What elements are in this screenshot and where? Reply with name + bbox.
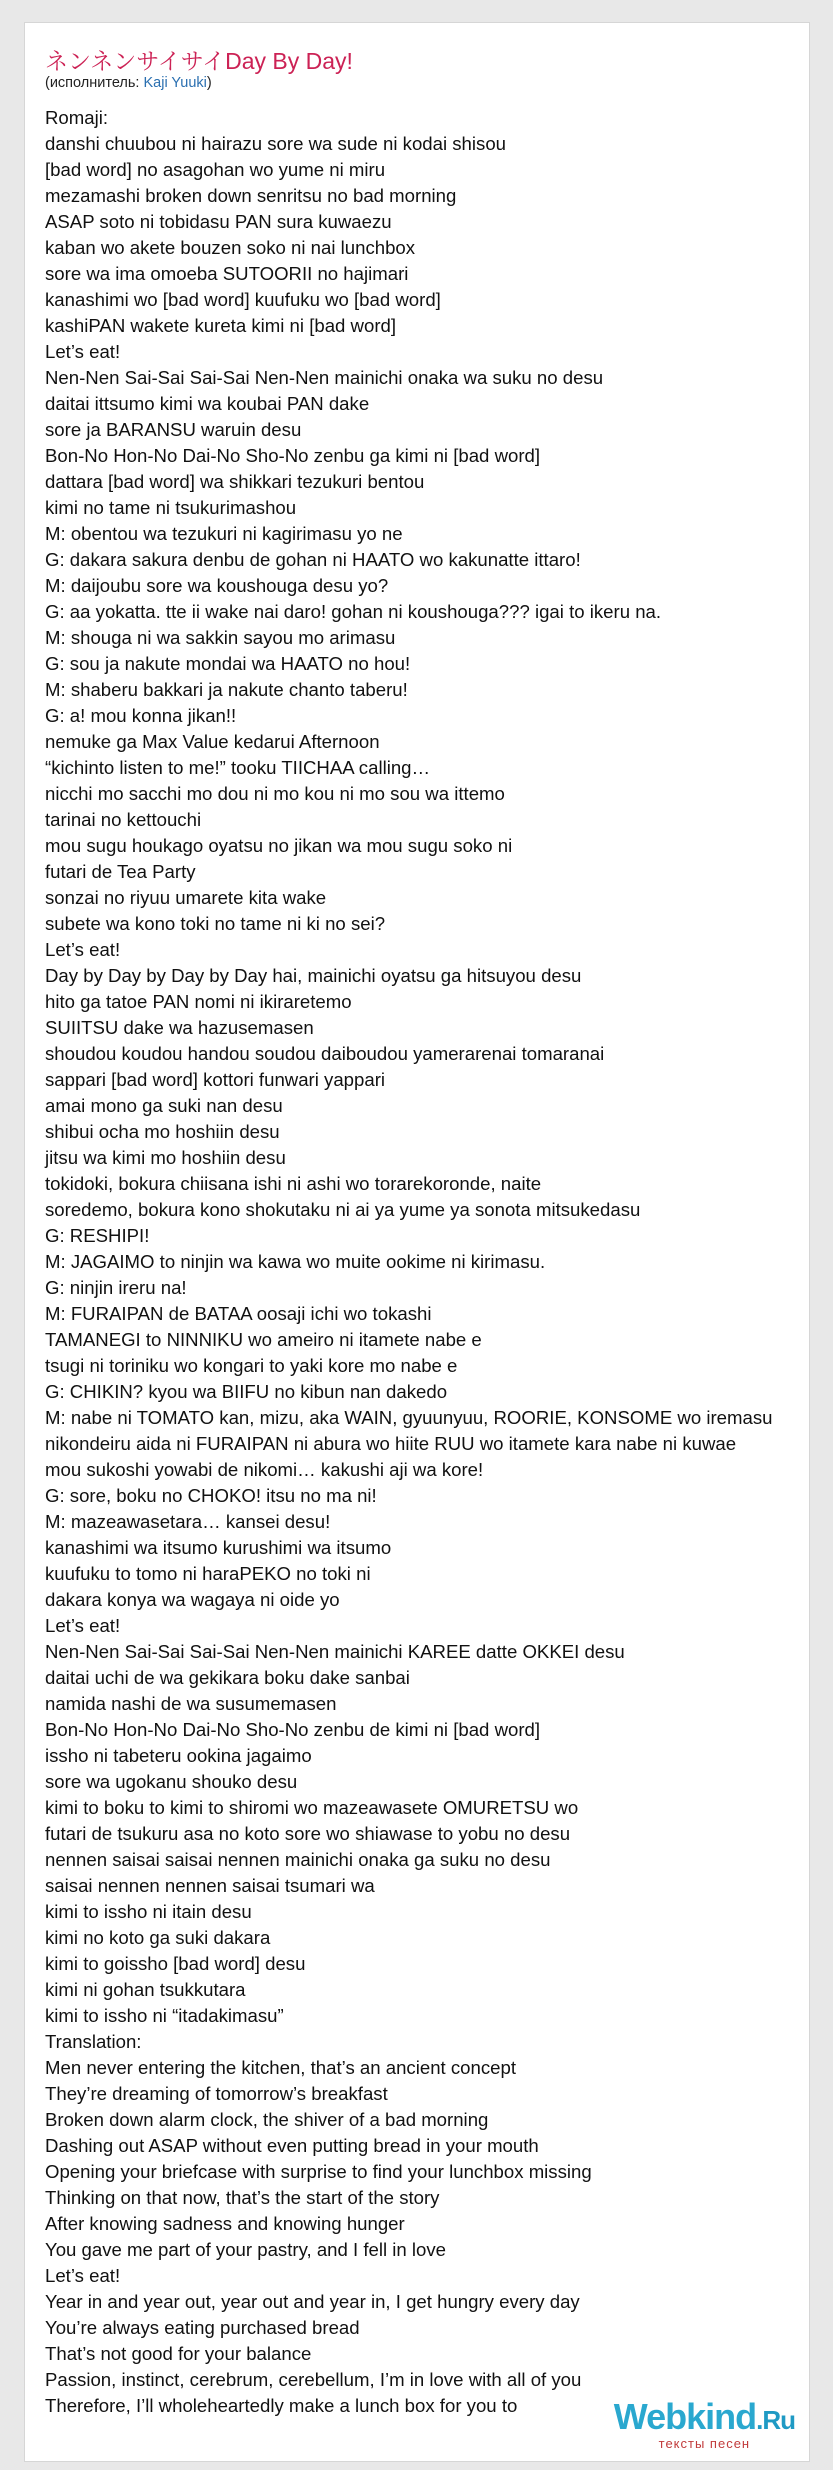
lyric-line: Broken down alarm clock, the shiver of a bad morning — [45, 2109, 489, 2130]
lyric-line: kaban wo akete bouzen soko ni nai lunchbox — [45, 237, 416, 258]
lyric-line: kimi to boku to kimi to shiromi wo mazeawasete OMURETSU wo — [45, 1797, 579, 1818]
lyric-line: futari de Tea Party — [45, 861, 196, 882]
lyric-line: Bon-No Hon-No Dai-No Sho-No zenbu de kimi ni [bad word] — [45, 1719, 541, 1740]
lyric-line: M: obentou wa tezukuri ni kagirimasu yo ne — [45, 523, 403, 544]
lyric-line: kimi no koto ga suki dakara — [45, 1927, 271, 1948]
lyric-line: G: sore, boku no CHOKO! itsu no ma ni! — [45, 1485, 377, 1506]
lyric-line: Romaji: — [45, 107, 109, 128]
lyric-line: “kichinto listen to me!” tooku TIICHAA calling… — [45, 757, 431, 778]
logo-suffix: .Ru — [756, 2405, 795, 2435]
lyric-line: kimi no tame ni tsukurimashou — [45, 497, 297, 518]
logo-subtitle: тексты песен — [658, 2436, 751, 2451]
lyric-line: nikondeiru aida ni FURAIPAN ni abura wo hiite RUU wo itamete kara nabe ni kuwae — [45, 1433, 737, 1454]
lyric-line: SUIITSU dake wa hazusemasen — [45, 1017, 314, 1038]
lyric-line: M: JAGAIMO to ninjin wa kawa wo muite ookime ni kirimasu. — [45, 1251, 546, 1272]
lyric-line: Passion, instinct, cerebrum, cerebellum, I’m in love with all of you — [45, 2369, 582, 2390]
artist-link[interactable]: Kaji Yuuki — [143, 75, 207, 91]
lyric-line: tarinai no kettouchi — [45, 809, 202, 830]
lyric-line: nemuke ga Max Value kedarui Afternoon — [45, 731, 380, 752]
lyric-line: shibui ocha mo hoshiin desu — [45, 1121, 280, 1142]
lyric-line: sore wa ugokanu shouko desu — [45, 1771, 298, 1792]
lyric-line: You gave me part of your pastry, and I fell in love — [45, 2239, 447, 2260]
lyrics-body — [45, 105, 772, 2419]
lyric-line: G: RESHIPI! — [45, 1225, 150, 1246]
lyric-line: Therefore, I’ll wholeheartedly make a lunch box for you to — [45, 2395, 518, 2416]
lyric-line: G: ninjin ireru na! — [45, 1277, 187, 1298]
lyric-line: Let’s eat! — [45, 341, 121, 362]
lyric-line: You’re always eating purchased bread — [45, 2317, 360, 2338]
lyric-line: issho ni tabeteru ookina jagaimo — [45, 1745, 312, 1766]
lyric-line: Men never entering the kitchen, that’s an ancient concept — [45, 2057, 516, 2078]
lyric-line: dattara [bad word] wa shikkari tezukuri bentou — [45, 471, 425, 492]
lyric-line: Dashing out ASAP without even putting bread in your mouth — [45, 2135, 539, 2156]
lyric-line: Year in and year out, year out and year in, I get hungry every day — [45, 2291, 580, 2312]
lyric-line: [bad word] no asagohan wo yume ni miru — [45, 159, 386, 180]
lyric-line: dakara konya wa wagaya ni oide yo — [45, 1589, 340, 1610]
lyric-line: shoudou koudou handou soudou daiboudou yamerarenai tomaranai — [45, 1043, 605, 1064]
lyric-line: tokidoki, bokura chiisana ishi ni ashi wo torarekoronde, naite — [45, 1173, 542, 1194]
lyric-line: Thinking on that now, that’s the start of the story — [45, 2187, 440, 2208]
lyric-line: daitai ittsumo kimi wa koubai PAN dake — [45, 393, 370, 414]
lyric-line: G: dakara sakura denbu de gohan ni HAATO wo kakunatte ittaro! — [45, 549, 581, 570]
lyric-line: kashiPAN wakete kureta kimi ni [bad word] — [45, 315, 397, 336]
lyric-line: daitai uchi de wa gekikara boku dake sanbai — [45, 1667, 410, 1688]
lyric-line: M: shouga ni wa sakkin sayou mo arimasu — [45, 627, 396, 648]
lyric-line: G: a! mou konna jikan!! — [45, 705, 237, 726]
site-logo[interactable] — [613, 2396, 795, 2451]
lyric-line: Nen-Nen Sai-Sai Sai-Sai Nen-Nen mainichi KAREE datte OKKEI desu — [45, 1641, 625, 1662]
lyric-line: kimi to goissho [bad word] desu — [45, 1953, 306, 1974]
lyric-line: Translation: — [45, 2031, 142, 2052]
lyric-line: Let’s eat! — [45, 1615, 121, 1636]
lyric-line: saisai nennen nennen saisai tsumari wa — [45, 1875, 375, 1896]
logo-wordmark — [613, 2396, 795, 2438]
lyric-line: After knowing sadness and knowing hunger — [45, 2213, 405, 2234]
lyric-line: M: mazeawasetara… kansei desu! — [45, 1511, 331, 1532]
lyric-line: hito ga tatoe PAN nomi ni ikiraretemo — [45, 991, 352, 1012]
lyric-line: M: nabe ni TOMATO kan, mizu, aka WAIN, gyuunyuu, ROORIE, KONSOME wo iremasu — [45, 1407, 773, 1428]
lyric-line: jitsu wa kimi mo hoshiin desu — [45, 1147, 286, 1168]
lyric-line: Nen-Nen Sai-Sai Sai-Sai Nen-Nen mainichi onaka wa suku no desu — [45, 367, 604, 388]
lyric-line: G: CHIKIN? kyou wa BIIFU no kibun nan dakedo — [45, 1381, 448, 1402]
lyric-line: sonzai no riyuu umarete kita wake — [45, 887, 327, 908]
lyric-line: G: sou ja nakute mondai wa HAATO no hou! — [45, 653, 411, 674]
lyric-line: M: daijoubu sore wa koushouga desu yo? — [45, 575, 389, 596]
lyric-line: kimi to issho ni “itadakimasu” — [45, 2005, 284, 2026]
lyric-line: kimi to issho ni itain desu — [45, 1901, 252, 1922]
lyrics-card — [24, 22, 810, 2462]
artist-prefix: (исполнитель: — [45, 75, 144, 91]
lyric-line: nennen saisai saisai nennen mainichi onaka ga suku no desu — [45, 1849, 551, 1870]
lyric-line: Day by Day by Day by Day hai, mainichi oyatsu ga hitsuyou desu — [45, 965, 582, 986]
lyric-line: futari de tsukuru asa no koto sore wo shiawase to yobu no desu — [45, 1823, 571, 1844]
lyric-line: Let’s eat! — [45, 939, 121, 960]
lyric-line: TAMANEGI to NINNIKU wo ameiro ni itamete nabe e — [45, 1329, 482, 1350]
lyric-line: Opening your briefcase with surprise to find your lunchbox missing — [45, 2161, 592, 2182]
lyric-line: M: shaberu bakkari ja nakute chanto taberu! — [45, 679, 408, 700]
lyric-line: Bon-No Hon-No Dai-No Sho-No zenbu ga kimi ni [bad word] — [45, 445, 541, 466]
lyric-line: mou sugu houkago oyatsu no jikan wa mou sugu soko ni — [45, 835, 513, 856]
lyric-line: sore wa ima omoeba SUTOORII no hajimari — [45, 263, 409, 284]
lyric-line: subete wa kono toki no tame ni ki no sei? — [45, 913, 386, 934]
lyric-line: namida nashi de wa susumemasen — [45, 1693, 337, 1714]
artist-line — [45, 75, 212, 91]
lyric-line: sappari [bad word] kottori funwari yappari — [45, 1069, 386, 1090]
lyric-line: mou sukoshi yowabi de nikomi… kakushi aji wa kore! — [45, 1459, 484, 1480]
lyric-line: They’re dreaming of tomorrow’s breakfast — [45, 2083, 388, 2104]
song-title: ネンネンサイサイDay By Day! — [45, 48, 353, 74]
lyric-line: soredemo, bokura kono shokutaku ni ai ya yume ya sonota mitsukedasu — [45, 1199, 641, 1220]
lyric-line: Let’s eat! — [45, 2265, 121, 2286]
lyric-line: danshi chuubou ni hairazu sore wa sude ni kodai shisou — [45, 133, 507, 154]
lyric-line: That’s not good for your balance — [45, 2343, 312, 2364]
lyric-line: kuufuku to tomo ni haraPEKO no toki ni — [45, 1563, 371, 1584]
lyric-line: kimi ni gohan tsukkutara — [45, 1979, 246, 2000]
lyric-line: G: aa yokatta. tte ii wake nai daro! gohan ni koushouga??? igai to ikeru na. — [45, 601, 662, 622]
lyric-line: nicchi mo sacchi mo dou ni mo kou ni mo sou wa ittemo — [45, 783, 505, 804]
lyric-line: mezamashi broken down senritsu no bad morning — [45, 185, 457, 206]
lyric-line: M: FURAIPAN de BATAA oosaji ichi wo tokashi — [45, 1303, 432, 1324]
lyric-line: kanashimi wa itsumo kurushimi wa itsumo — [45, 1537, 392, 1558]
lyric-line: tsugi ni toriniku wo kongari to yaki kore mo nabe e — [45, 1355, 458, 1376]
lyric-line: ASAP soto ni tobidasu PAN sura kuwaezu — [45, 211, 392, 232]
logo-main: Webkind — [613, 2396, 757, 2437]
lyric-line: amai mono ga suki nan desu — [45, 1095, 283, 1116]
lyric-line: kanashimi wo [bad word] kuufuku wo [bad word] — [45, 289, 441, 310]
artist-suffix: ) — [206, 75, 212, 91]
lyric-line: sore ja BARANSU waruin desu — [45, 419, 302, 440]
